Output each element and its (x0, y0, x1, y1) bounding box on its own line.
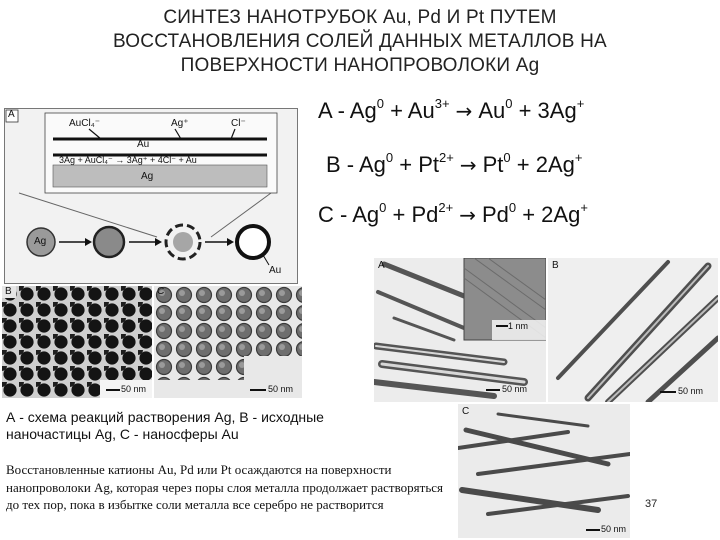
eq-a-sup4: + (576, 96, 585, 111)
micrograph-c-scale: 50 nm (268, 384, 294, 394)
equation-b (326, 152, 582, 178)
stage-au-label: Au (269, 265, 282, 276)
arrow-icon: → (455, 99, 473, 123)
arrow-icon: → (459, 203, 476, 227)
ag-ion-label: Ag⁺ (171, 118, 189, 129)
aucl4-label: AuCl₄⁻ (69, 118, 101, 129)
eq-a-sup3: 0 (505, 96, 513, 111)
eq-c-mid: + Pd (386, 202, 439, 227)
eq-a-sup2: 3+ (434, 96, 450, 111)
micrograph-au-nanospheres (154, 286, 302, 398)
reaction-text: 3Ag + AuCl₄⁻ → 3Ag⁺ + 4Cl⁻ + Au (59, 155, 197, 165)
title-line-3: ПОВЕРХНОСТИ НАНОПРОВОЛОКИ Ag (180, 55, 540, 76)
inset-scale: 1 nm (508, 321, 529, 331)
eq-b-rhs: Pt (482, 152, 504, 177)
title-line-2: ВОССТАНОВЛЕНИЯ СОЛЕЙ ДАННЫХ МЕТАЛЛОВ НА (113, 31, 607, 52)
eq-c-lhs: C - Ag (318, 202, 380, 227)
eq-a-rhs: Au (478, 98, 506, 123)
eq-c-rhs2: + 2Ag (516, 202, 581, 227)
body-paragraph: Восстановленные катионы Au, Pd или Pt осаждаются на поверхности нанопроволоки Ag, которая через поры слоя металла продолжает растворяться до тех пор, пока в избытке соли металла все серебро не растворится (6, 462, 444, 512)
ag-particles-image (2, 286, 152, 398)
stage-ag-label: Ag (34, 236, 47, 247)
figure-caption: А - схема реакций растворения Ag, B - исходные наночастицы Ag, C - наносферы Au (6, 409, 324, 442)
eq-c-sup2: 2+ (438, 200, 454, 215)
eq-b-sup1: 0 (385, 150, 394, 165)
micrograph-right-c-label: C (462, 406, 470, 417)
eq-b-sup2: 2+ (439, 150, 454, 165)
ag-layer-label: Ag (141, 171, 154, 182)
equation-a (318, 98, 584, 124)
micrograph-right-b-scale: 50 nm (678, 386, 704, 396)
micrograph-pd-nanotubes (458, 404, 630, 538)
micrograph-b-label: B (5, 286, 12, 297)
ag-particle-coated (94, 227, 124, 257)
eq-b-sup4: + (574, 150, 583, 165)
micrograph-ag-nanoparticles (2, 286, 152, 398)
au-spheres-image (154, 286, 302, 398)
equation-c (318, 202, 588, 228)
micrograph-right-a-label: A (378, 260, 385, 271)
micrograph-au-nanotubes (374, 258, 546, 402)
panel-a-label: A (8, 109, 15, 120)
eq-b-mid: + Pt (393, 152, 440, 177)
eq-a-mid: + Au (383, 98, 435, 123)
eq-c-sup3: 0 (508, 200, 517, 215)
eq-c-rhs: Pd (481, 202, 509, 227)
pd-nanotubes-image (458, 404, 630, 538)
micrograph-c-label: C (157, 286, 165, 297)
arrow-icon: → (459, 153, 477, 177)
reaction-scheme-drawing (5, 109, 297, 283)
slide-title (0, 6, 720, 78)
eq-a-lhs: A - Ag (318, 98, 377, 123)
page-number: 37 (645, 498, 658, 510)
title-line-1: СИНТЕЗ НАНОТРУБОК Au, Pd И Pt ПУТЕМ (163, 7, 557, 28)
ag-layer (53, 165, 267, 187)
micrograph-pt-nanotubes (548, 258, 718, 402)
eq-a-rhs2: + 3Ag (512, 98, 577, 123)
eq-a-sup1: 0 (376, 96, 384, 111)
eq-b-sup3: 0 (503, 150, 511, 165)
pt-nanotubes-image (548, 258, 718, 402)
micrograph-b-scale: 50 nm (121, 384, 147, 394)
au-nanoshell (237, 226, 269, 258)
eq-c-sup4: + (580, 200, 588, 215)
micrograph-right-c-scale: 50 nm (601, 524, 627, 534)
au-label: Au (137, 139, 150, 150)
eq-b-rhs2: + 2Ag (510, 152, 575, 177)
micrograph-right-a-scale: 50 nm (502, 384, 528, 394)
eq-b-lhs: B - Ag (326, 152, 386, 177)
reaction-scheme-figure (4, 108, 298, 284)
cl-ion-label: Cl⁻ (231, 118, 246, 129)
micrograph-right-b-label: B (552, 260, 559, 271)
eq-c-sup1: 0 (379, 200, 387, 215)
